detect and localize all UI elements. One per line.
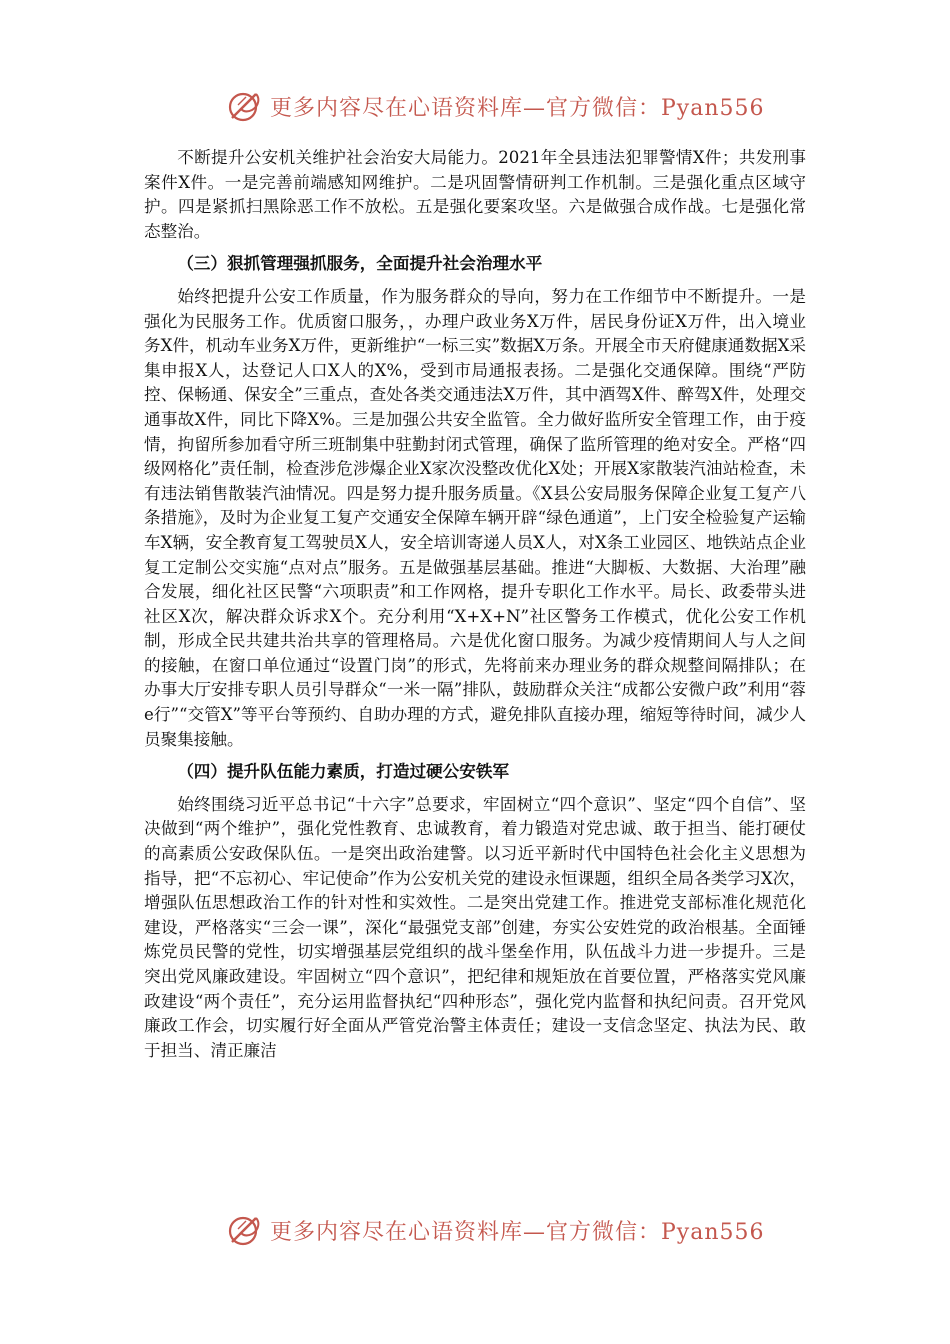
watermark-text: 更多内容尽在心语资料库—官方微信：Pyan556	[270, 95, 765, 121]
quill-logo-icon	[226, 88, 264, 124]
watermark-banner-top	[226, 86, 765, 126]
quill-logo-icon	[226, 1212, 264, 1248]
watermark-text: 更多内容尽在心语资料库—官方微信：Pyan556	[270, 1219, 765, 1245]
paragraph-public-security: 不断提升公安机关维护社会治安大局能力。2021年全县违法犯罪警情X件；共发刑事案件X件。一是完善前端感知网维护。二是巩固警情研判工作机制。三是强化重点区域守护。四是紧抓扫黑除恶工作不放松。五是强化要案攻坚。六是做强合成作战。七是强化常态整治。	[144, 148, 806, 241]
document-body	[144, 146, 806, 1063]
paragraph-social-governance: 始终把提升公安工作质量，作为服务群众的导向，努力在工作细节中不断提升。一是强化为民服务工作。优质窗口服务，，办理户政业务X万件，居民身份证X万件，出入境业务X件，机动车业务X万件，更新维护“一标三实”数据X万条。开展全市天府健康通数据X采集申报X人，达登记人口X人的X%，受到市局通报表扬。二是强化交通保障。围绕“严防控、保畅通、保安全”三重点，查处各类交通违法X万件，其中酒驾X件、醉驾X件，处理交通事故X件，同比下降X%。三是加强公共安全监管。全力做好监所安全管理工作，由于疫情，拘留所参加看守所三班制集中驻勤封闭式管理，确保了监所管理的绝对安全。严格“四级网格化”责任制，检查涉危涉爆企业X家次没整改优化X处；开展X家散装汽油站检查，未有违法销售散装汽油情况。四是努力提升服务质量。《X县公安局服务保障企业复工复产八条措施》，及时为企业复工复产交通安全保障车辆开辟“绿色通道”，上门安全检验复产运输车X辆，安全教育复工驾驶员X人，安全培训寄递人员X人，对X条工业园区、地铁站点企业复工定制公交实施“点对点”服务。五是做强基层基础。推进“大脚板、大数据、大治理”融合发展，细化社区民警“六项职责”和工作网格，提升专职化工作水平。局长、政委带头进社区X次，解决群众诉求X个。充分利用“X+X+N”社区警务工作模式，优化公安工作机制，形成全民共建共治共享的管理格局。六是优化窗口服务。为减少疫情期间人与人之间的接触，在窗口单位通过“设置门岗”的形式，先将前来办理业务的群众规整间隔排队；在办事大厅安排专职人员引导群众“一米一隔”排队，鼓励群众关注“成都公安微户政”利用“蓉e行”“交管X”等平台等预约、自助办理的方式，避免排队直接办理，缩短等待时间，减少人员聚集接触。	[144, 286, 806, 749]
watermark-banner-bottom	[226, 1210, 765, 1250]
section-heading-3: （三）狠抓管理强抓服务，全面提升社会治理水平	[177, 254, 543, 274]
section-heading-4: （四）提升队伍能力素质，打造过硬公安铁军	[177, 762, 510, 782]
paragraph-team-building: 始终围绕习近平总书记“十六字”总要求，牢固树立“四个意识”、坚定“四个自信”、坚决做到“两个维护”，强化党性教育、忠诚教育，着力锻造对党忠诚、敢于担当、能打硬仗的高素质公安政保队伍。一是突出政治建警。以习近平新时代中国特色社会化主义思想为指导，把“不忘初心、牢记使命”作为公安机关党的建设永恒课题，组织全局各类学习X次，增强队伍思想政治工作的针对性和实效性。二是突出党建工作。推进党支部标准化规范化建设，严格落实“三会一课”，深化“最强党支部”创建，夯实公安姓党的政治根基。全面锤炼党员民警的党性，切实增强基层党组织的战斗堡垒作用，队伍战斗力进一步提升。三是突出党风廉政建设。牢固树立“四个意识”，把纪律和规矩放在首要位置，严格落实党风廉政建设“两个责任”，充分运用监督执纪“四种形态”，强化党内监督和执纪问责。召开党风廉政工作会，切实履行好全面从严管党治警主体责任；建设一支信念坚定、执法为民、敢于担当、清正廉洁	[144, 794, 806, 1060]
